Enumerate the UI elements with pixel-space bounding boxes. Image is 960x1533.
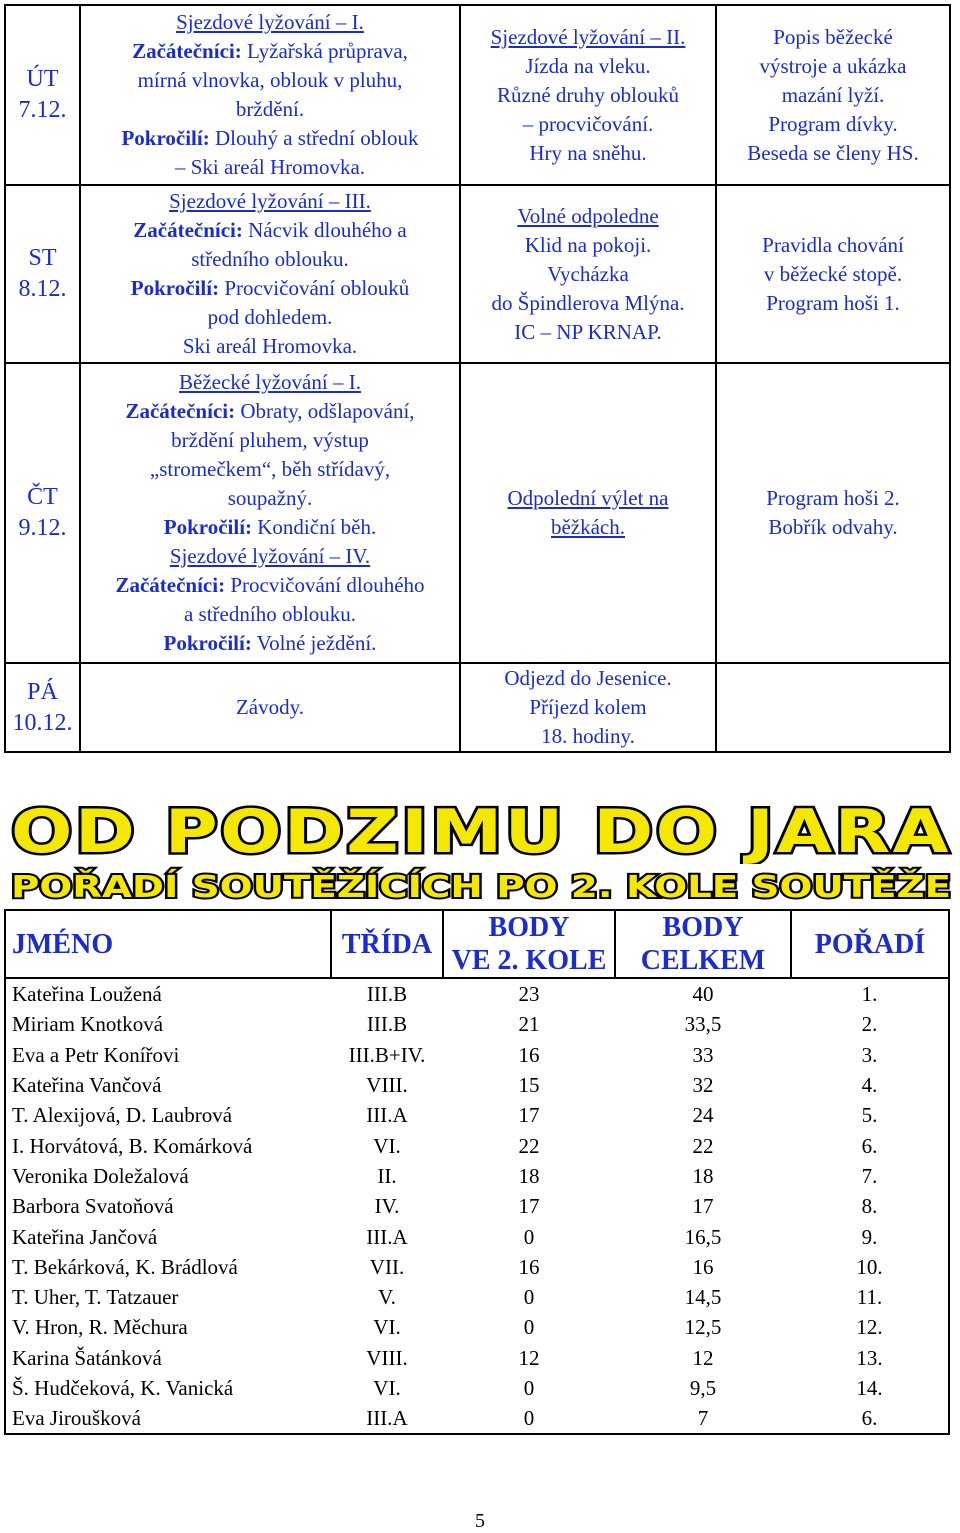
schedule-line: Příjezd kolem	[529, 695, 647, 719]
cell-total-points: 17	[692, 1194, 714, 1219]
schedule-line: středního oblouku.	[191, 247, 349, 271]
cell-total-points: 33,5	[684, 1012, 722, 1037]
subtitle-poradi	[6, 866, 956, 904]
header-round-points	[443, 910, 615, 978]
cell-rank: 5.	[861, 1103, 878, 1128]
title-od-podzimu-do-jara	[6, 794, 956, 864]
schedule-day	[5, 5, 80, 185]
schedule-morning	[80, 5, 460, 185]
schedule-text: Pokročilí:	[163, 515, 253, 539]
schedule-day	[5, 363, 80, 663]
schedule-text: Začátečníci:	[132, 39, 242, 63]
day-date: 9.12.	[18, 515, 67, 541]
schedule-line: – Ski areál Hromovka.	[174, 155, 366, 179]
schedule-line: „stromečkem“, běh střídavý,	[149, 457, 391, 481]
schedule-line: Běžecké lyžování – I.	[179, 370, 361, 394]
cell-total-points: 9,5	[689, 1376, 717, 1400]
cell-rank: 6.	[861, 1133, 878, 1158]
schedule-text: Obraty, odšlapování,	[235, 399, 415, 423]
cell-name: T. Alexijová, D. Laubrová	[12, 1103, 233, 1128]
schedule-morning	[80, 363, 460, 663]
cell-rank: 7.	[861, 1163, 878, 1188]
schedule-text: Začátečníci:	[133, 218, 243, 242]
schedule-afternoon	[460, 5, 716, 185]
schedule-line: Odpolední výlet na	[507, 486, 669, 510]
schedule-text: Nácvik dlouhého a	[242, 218, 407, 242]
table-row	[5, 1191, 949, 1221]
cell-total-points: 16,5	[684, 1224, 722, 1249]
schedule-text: Začátečníci:	[115, 573, 226, 597]
cell-round-points: 0	[523, 1224, 535, 1249]
cell-rank: 8.	[861, 1194, 878, 1219]
schedule-text: Pokročilí:	[130, 276, 220, 300]
schedule-line: – procvičování.	[522, 111, 654, 136]
cell-class: III.B	[366, 982, 408, 1007]
schedule-line: Pravidla chování	[762, 232, 904, 257]
header-round-line2: VE 2. KOLE	[451, 945, 607, 976]
table-row	[5, 1282, 949, 1312]
table-row	[5, 1312, 949, 1342]
schedule-day	[5, 185, 80, 363]
cell-total-points: 18	[692, 1163, 714, 1188]
header-round-line1: BODY	[488, 912, 570, 943]
schedule-line: Program hoši 2.	[766, 486, 900, 510]
cell-name: Kateřina Vančová	[12, 1073, 162, 1098]
table-row	[5, 1221, 949, 1251]
cell-total-points: 33	[692, 1042, 714, 1067]
schedule-row	[5, 663, 950, 752]
schedule-line: Sjezdové lyžování – IV.	[169, 544, 371, 568]
schedule-table	[4, 4, 951, 753]
cell-rank: 4.	[861, 1073, 878, 1098]
schedule-line: brždění.	[235, 97, 305, 121]
schedule-line: v běžecké stopě.	[763, 261, 903, 286]
sub-heading: POŘADÍ SOUTĚŽÍCÍCH PO 2. KOLE SOUTĚŽE	[11, 870, 741, 904]
cell-total-points: 32	[692, 1073, 714, 1098]
table-row	[5, 1130, 949, 1160]
schedule-text: Dlouhý a střední oblouk	[209, 126, 419, 150]
page-number: 5	[475, 1510, 485, 1532]
table-row	[5, 1100, 949, 1130]
schedule-text: Kondiční běh.	[252, 515, 377, 539]
schedule-row	[5, 363, 950, 663]
schedule-line	[85, 397, 455, 426]
cell-rank: 2.	[861, 1012, 878, 1037]
schedule-line: mazání lyží.	[781, 82, 885, 107]
table-row	[5, 1343, 949, 1373]
schedule-text: Pokročilí:	[121, 126, 210, 150]
schedule-line: Bobřík odvahy.	[768, 515, 898, 539]
cell-round-points: 23	[518, 982, 540, 1007]
cell-name: Veronika Doležalová	[12, 1163, 189, 1188]
cell-class: III.A	[366, 1224, 408, 1249]
schedule-line: Hry na sněhu.	[529, 140, 647, 165]
cell-round-points: 16	[518, 1042, 540, 1067]
schedule-line: mírná vlnovka, oblouk v pluhu,	[137, 68, 403, 92]
cell-class: VIII.	[366, 1345, 408, 1370]
table-row	[5, 1161, 949, 1191]
header-name-text: JMÉNO	[12, 928, 114, 960]
cell-round-points: 16	[518, 1254, 540, 1279]
schedule-line: pod dohledem.	[207, 305, 333, 329]
header-rank	[791, 910, 949, 978]
header-total-line2: CELKEM	[640, 945, 766, 976]
schedule-line: a středního oblouku.	[183, 602, 357, 626]
schedule-line: Volné odpoledne	[517, 203, 659, 228]
cell-rank: 9.	[861, 1224, 878, 1249]
table-row	[5, 1009, 949, 1039]
ranking-table	[4, 909, 950, 1435]
cell-total-points: 40	[692, 982, 714, 1007]
cell-name: Barbora Svatoňová	[12, 1194, 174, 1219]
schedule-line	[85, 513, 455, 542]
cell-name: T. Uher, T. Tatzauer	[12, 1285, 179, 1310]
schedule-line: brždění pluhem, výstup	[171, 428, 369, 452]
schedule-morning	[80, 185, 460, 363]
cell-class: VI.	[373, 1376, 401, 1400]
schedule-text: Začátečníci:	[125, 399, 236, 423]
cell-name: V. Hron, R. Měchura	[12, 1315, 188, 1340]
schedule-line: IC – NP KRNAP.	[514, 319, 662, 344]
schedule-text: Pokročilí:	[163, 631, 252, 655]
cell-name: T. Bekárková, K. Brádlová	[12, 1254, 238, 1279]
schedule-line: Sjezdové lyžování – I.	[176, 10, 364, 34]
cell-class: V.	[378, 1285, 396, 1310]
day-date: 8.12.	[18, 276, 67, 302]
cell-name: Š. Hudčeková, K. Vanická	[12, 1376, 234, 1400]
cell-class: III.B	[366, 1012, 408, 1037]
header-rank-text: POŘADÍ	[814, 928, 926, 960]
schedule-evening	[716, 663, 950, 752]
schedule-line	[85, 274, 455, 303]
cell-total-points: 12	[692, 1345, 714, 1370]
cell-rank: 11.	[856, 1285, 883, 1310]
cell-round-points: 18	[518, 1163, 540, 1188]
table-row	[5, 1040, 949, 1070]
schedule-line: Jízda na vleku.	[525, 53, 651, 78]
schedule-line	[85, 37, 455, 66]
schedule-line: Program hoši 1.	[766, 290, 900, 315]
header-class	[331, 910, 443, 978]
schedule-row	[5, 5, 950, 185]
cell-round-points: 17	[518, 1194, 540, 1219]
day-date: 7.12.	[18, 97, 67, 123]
cell-name: Miriam Knotková	[12, 1012, 164, 1037]
cell-rank: 12.	[856, 1315, 883, 1340]
schedule-line: soupažný.	[227, 486, 313, 510]
cell-name: Karina Šatánková	[12, 1345, 162, 1370]
cell-class: IV.	[374, 1194, 400, 1219]
schedule-afternoon	[460, 185, 716, 363]
schedule-line: Sjezdové lyžování – III.	[169, 189, 371, 213]
cell-round-points: 15	[518, 1073, 540, 1098]
cell-class: III.B+IV.	[348, 1042, 426, 1067]
cell-rank: 1.	[861, 982, 878, 1007]
schedule-afternoon	[460, 363, 716, 663]
cell-class: VIII.	[366, 1073, 408, 1098]
cell-name: I. Horvátová, B. Komárková	[12, 1133, 253, 1158]
schedule-line	[85, 216, 455, 245]
cell-name: Eva Jiroušková	[12, 1406, 141, 1431]
cell-class: III.A	[366, 1103, 408, 1128]
cell-round-points: 0	[523, 1406, 535, 1431]
header-total-points	[615, 910, 791, 978]
cell-rank: 14.	[856, 1376, 883, 1400]
day-name: PÁ	[27, 678, 58, 705]
table-row	[5, 1252, 949, 1282]
cell-round-points: 0	[523, 1285, 535, 1310]
cell-round-points: 0	[523, 1315, 535, 1340]
schedule-afternoon	[460, 663, 716, 752]
cell-round-points: 22	[518, 1133, 540, 1158]
schedule-line: 18. hodiny.	[541, 724, 635, 748]
cell-class: VII.	[369, 1254, 405, 1279]
schedule-day	[5, 663, 80, 752]
schedule-evening	[716, 5, 950, 185]
cell-rank: 3.	[861, 1042, 878, 1067]
schedule-line: výstroje a ukázka	[759, 53, 907, 78]
schedule-line: Různé druhy oblouků	[497, 82, 679, 107]
cell-total-points: 22	[692, 1133, 714, 1158]
cell-round-points: 21	[518, 1012, 540, 1037]
header-class-text: TŘÍDA	[341, 928, 433, 960]
schedule-line: Ski areál Hromovka.	[182, 334, 358, 358]
day-name: ČT	[27, 484, 58, 510]
cell-class: VI.	[373, 1133, 401, 1158]
cell-class: VI.	[373, 1315, 401, 1340]
day-name: ÚT	[26, 66, 59, 92]
cell-name: Kateřina Jančová	[12, 1224, 158, 1249]
schedule-text: Procvičování dlouhého	[225, 573, 425, 597]
day-date: 10.12.	[12, 709, 73, 736]
schedule-line: Popis běžecké	[773, 24, 893, 49]
schedule-line: Program dívky.	[768, 111, 898, 136]
header-total-line1: BODY	[662, 912, 744, 943]
cell-round-points: 0	[523, 1376, 535, 1400]
schedule-morning	[80, 663, 460, 752]
schedule-row	[5, 185, 950, 363]
schedule-text: Lyžařská průprava,	[241, 39, 408, 63]
cell-round-points: 17	[518, 1103, 540, 1128]
cell-class: III.A	[366, 1406, 408, 1431]
cell-rank: 13.	[856, 1345, 883, 1370]
schedule-line: do Špindlerova Mlýna.	[491, 290, 685, 315]
schedule-text: Volné ježdění.	[251, 631, 377, 655]
schedule-line: Beseda se členy HS.	[747, 140, 919, 165]
cell-round-points: 12	[518, 1345, 540, 1370]
cell-total-points: 7	[697, 1406, 709, 1431]
table-row	[5, 978, 949, 1009]
ranking-header-row	[5, 910, 949, 978]
schedule-line: Sjezdové lyžování – II.	[490, 24, 686, 49]
table-row	[5, 1403, 949, 1434]
cell-total-points: 12,5	[684, 1315, 722, 1340]
schedule-line	[85, 124, 455, 153]
cell-rank: 6.	[861, 1406, 878, 1431]
schedule-line	[85, 629, 455, 658]
cell-name: Eva a Petr Konířovi	[12, 1042, 180, 1067]
schedule-evening	[716, 363, 950, 663]
cell-total-points: 14,5	[684, 1285, 722, 1310]
table-row	[5, 1373, 949, 1403]
cell-total-points: 24	[692, 1103, 714, 1128]
cell-class: II.	[377, 1163, 397, 1188]
schedule-line	[85, 571, 455, 600]
cell-total-points: 16	[692, 1254, 714, 1279]
day-name: ST	[28, 245, 57, 271]
schedule-line: Klid na pokoji.	[524, 232, 652, 257]
cell-rank: 10.	[856, 1254, 883, 1279]
cell-name: Kateřina Loužená	[12, 982, 162, 1007]
schedule-text: Procvičování oblouků	[219, 276, 410, 300]
table-row	[5, 1070, 949, 1100]
schedule-evening	[716, 185, 950, 363]
header-name	[5, 910, 331, 978]
schedule-line: Odjezd do Jesenice.	[504, 666, 672, 690]
schedule-line: Vycházka	[547, 261, 629, 286]
main-heading: OD PODZIMU DO JARA	[11, 797, 951, 864]
schedule-line: běžkách.	[550, 515, 626, 539]
schedule-line: Závody.	[235, 695, 305, 719]
